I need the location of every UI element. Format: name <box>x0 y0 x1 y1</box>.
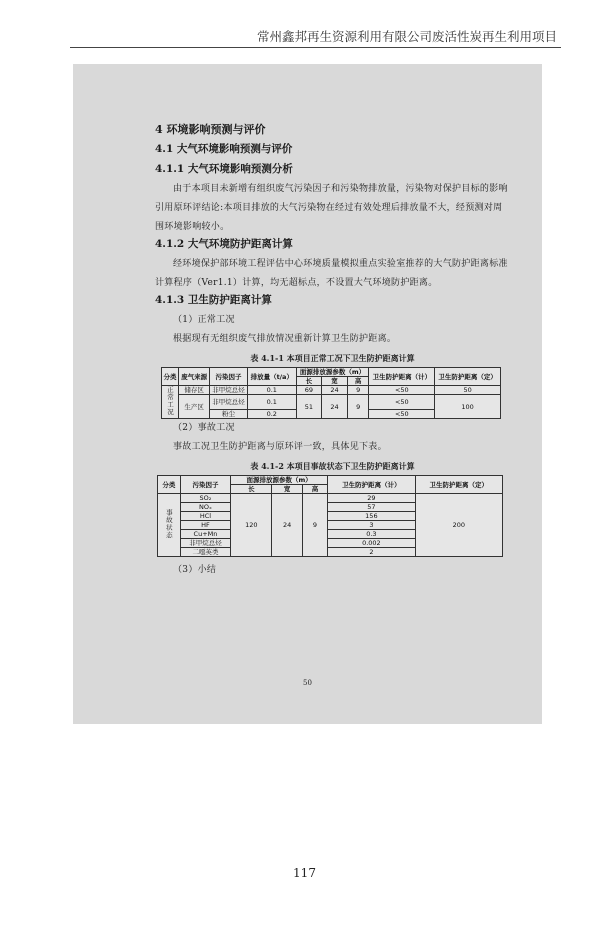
header-rule <box>70 47 561 48</box>
th-dist-calc: 卫生防护距离（计） <box>369 368 435 386</box>
cell-height: 9 <box>347 395 369 419</box>
paragraph-accident-condition: （2）事故工况 <box>173 423 235 433</box>
table-row <box>162 395 501 410</box>
table-row <box>162 386 501 395</box>
table-row <box>158 494 503 503</box>
th-category: 分类 <box>162 368 179 386</box>
th-pollutant: 污染因子 <box>210 368 248 386</box>
th-height: 高 <box>347 377 369 386</box>
cell-category: 正常工况 <box>162 386 179 419</box>
paragraph-4-1-2: 经环境保护部环境工程评估中心环境质量模拟重点实验室推荐的大气防护距离标准计算程序（Ver1.1）计算，均无超标点，不设置大气环境防护距离。 <box>155 259 508 288</box>
th-pollutant: 污染因子 <box>180 476 230 494</box>
th-category: 分类 <box>158 476 181 494</box>
cell-dist-calc: 0.002 <box>328 539 415 548</box>
heading-4-1-2: 4.1.2 大气环境防护距离计算 <box>155 238 293 250</box>
cell-pollutant: 非甲烷总烃 <box>210 386 248 395</box>
cell-length: 51 <box>296 395 322 419</box>
paragraph-4-1-1: 由于本项目未新增有组织废气污染因子和污染物排放量，污染物对保护目标的影响引用原环评结论:本项目排放的大气污染物在经过有效处理后排放量不大，经预测对周围环境影响较小。 <box>155 184 508 232</box>
th-dist-set: 卫生防护距离（定） <box>415 476 502 494</box>
heading-4-1: 4.1 大气环境影响预测与评价 <box>155 143 293 155</box>
table-normal-condition <box>161 367 501 419</box>
th-source: 废气来源 <box>179 368 210 386</box>
th-emission: 排放量（t/a） <box>248 368 297 386</box>
cell-dist-set: 50 <box>435 386 501 395</box>
paragraph-normal-desc: 根据现有无组织废气排放情况重新计算卫生防护距离。 <box>173 334 397 344</box>
heading-chapter-4: 4 环境影响预测与评价 <box>155 123 266 136</box>
th-length: 长 <box>231 485 272 494</box>
paragraph-summary: （3）小结 <box>173 565 217 575</box>
table2-caption: 表 4.1-2 本项目事故状态下卫生防护距离计算 <box>250 461 415 471</box>
cell-pollutant: SO₂ <box>180 494 230 503</box>
cell-dist-calc: 57 <box>328 503 415 512</box>
cell-dist-calc: <50 <box>369 386 435 395</box>
cell-pollutant: 二噁英类 <box>180 548 230 557</box>
th-width: 宽 <box>322 377 348 386</box>
th-params: 面源排放源参数（m） <box>296 368 369 377</box>
paragraph-normal-condition: （1）正常工况 <box>173 315 235 325</box>
cell-width: 24 <box>322 386 348 395</box>
cell-dist-calc: 3 <box>328 521 415 530</box>
cell-pollutant: 粉尘 <box>210 410 248 419</box>
scanned-page <box>73 64 542 724</box>
cell-dist-calc: 2 <box>328 548 415 557</box>
cell-height: 9 <box>347 386 369 395</box>
cell-pollutant: 非甲烷总烃 <box>180 539 230 548</box>
th-height: 高 <box>302 485 327 494</box>
inner-page-number: 50 <box>303 679 312 687</box>
table-accident-condition <box>157 475 503 557</box>
heading-4-1-1: 4.1.1 大气环境影响预测分析 <box>155 163 293 175</box>
table-header-row <box>158 476 503 485</box>
cell-dist-calc: <50 <box>369 410 435 419</box>
cell-dist-calc: 29 <box>328 494 415 503</box>
cell-pollutant: 非甲烷总烃 <box>210 395 248 410</box>
cell-pollutant: Cu+Mn <box>180 530 230 539</box>
cell-length: 120 <box>231 494 272 557</box>
cell-dist-calc: 0.3 <box>328 530 415 539</box>
heading-4-1-3: 4.1.3 卫生防护距离计算 <box>155 294 272 306</box>
cell-pollutant: HF <box>180 521 230 530</box>
cell-category: 事故状态 <box>158 494 181 557</box>
cell-source: 生产区 <box>179 395 210 419</box>
cell-height: 9 <box>302 494 327 557</box>
cell-pollutant: NOₓ <box>180 503 230 512</box>
cell-length: 69 <box>296 386 322 395</box>
cell-source: 储存区 <box>179 386 210 395</box>
table1-caption: 表 4.1-1 本项目正常工况下卫生防护距离计算 <box>250 353 415 363</box>
cell-pollutant: HCl <box>180 512 230 521</box>
cell-dist-set: 200 <box>415 494 502 557</box>
cell-width: 24 <box>272 494 302 557</box>
th-length: 长 <box>296 377 322 386</box>
page-number: 117 <box>293 866 316 880</box>
cell-dist-set: 100 <box>435 395 501 419</box>
cell-dist-calc: <50 <box>369 395 435 410</box>
header-title: 常州鑫邦再生资源利用有限公司废活性炭再生利用项目 <box>256 29 557 44</box>
table-header-row <box>162 368 501 377</box>
cell-emission: 0.2 <box>248 410 297 419</box>
th-params: 面源排放源参数（m） <box>231 476 328 485</box>
cell-emission: 0.1 <box>248 395 297 410</box>
scanned-content <box>155 122 510 580</box>
th-width: 宽 <box>272 485 302 494</box>
cell-emission: 0.1 <box>248 386 297 395</box>
th-dist-set: 卫生防护距离（定） <box>435 368 501 386</box>
cell-width: 24 <box>322 395 348 419</box>
paragraph-accident-desc: 事故工况卫生防护距离与原环评一致，具体见下表。 <box>173 442 387 452</box>
cell-dist-calc: 156 <box>328 512 415 521</box>
th-dist-calc: 卫生防护距离（计） <box>328 476 415 494</box>
